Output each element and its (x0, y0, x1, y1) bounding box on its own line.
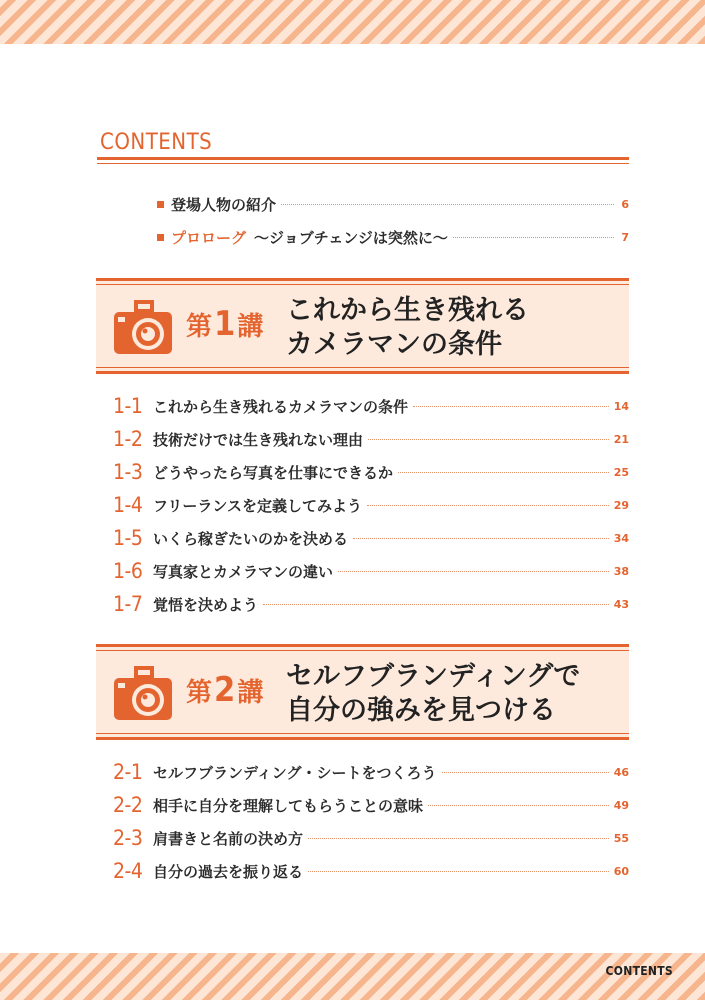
intro-title: プロローグ (171, 228, 247, 247)
section-number: 1-1 (113, 394, 143, 418)
section-number: 1-4 (113, 493, 143, 517)
chapter-prefix: 第 (186, 312, 213, 342)
toc-section-row[interactable] (113, 823, 629, 853)
page-number: 46 (613, 765, 629, 779)
toc-section-row[interactable] (113, 424, 629, 454)
toc-section-row[interactable] (113, 790, 629, 820)
chapter-prefix: 第 (186, 678, 213, 708)
page-number: 25 (613, 465, 629, 479)
bottom-stripe-border (0, 953, 705, 1000)
dot-leader (428, 805, 609, 806)
chapter-title-line: カメラマンの条件 (286, 329, 502, 360)
page-number: 14 (613, 399, 629, 413)
dot-leader (308, 871, 609, 872)
chapter-suffix: 講 (237, 678, 264, 708)
chapter-1-top-rule (96, 278, 629, 281)
dot-leader (453, 237, 614, 238)
square-bullet-icon (157, 234, 164, 241)
dot-leader (353, 538, 609, 539)
section-number: 1-6 (113, 559, 143, 583)
section-title: セルフブランディング・シートをつくろう (153, 763, 437, 782)
toc-section-row[interactable] (113, 391, 629, 421)
section-title: どうやったら写真を仕事にできるか (153, 463, 394, 482)
chapter-title-line: 自分の強みを見つける (286, 695, 556, 726)
page-title: CONTENTS (100, 130, 213, 155)
section-title: 自分の過去を振り返る (153, 862, 304, 881)
dot-leader (442, 772, 609, 773)
section-number: 1-2 (113, 427, 143, 451)
dot-leader (308, 838, 609, 839)
page-number: 21 (613, 432, 629, 446)
chapter-1-top-rule-thin (96, 284, 629, 285)
chapter-2-top-rule (96, 644, 629, 647)
top-stripe-border (0, 0, 705, 44)
page-number: 7 (621, 230, 629, 244)
page-number: 6 (621, 197, 629, 211)
page-number: 38 (613, 564, 629, 578)
title-rule (97, 157, 629, 160)
dot-leader (413, 406, 609, 407)
section-number: 1-7 (113, 592, 143, 616)
section-title: 写真家とカメラマンの違い (153, 562, 334, 581)
page-number: 34 (613, 531, 629, 545)
toc-section-row[interactable] (113, 490, 629, 520)
toc-section-row[interactable] (113, 556, 629, 586)
page-number: 43 (613, 597, 629, 611)
chapter-title-line: これから生き残れる (286, 295, 529, 326)
section-number: 1-5 (113, 526, 143, 550)
dot-leader (281, 204, 614, 205)
chapter-2-title (286, 660, 616, 728)
chapter-2-top-rule-thin (96, 650, 629, 651)
camera-icon (110, 664, 176, 724)
footer-label: CONTENTS (605, 964, 673, 978)
section-number: 2-4 (113, 859, 143, 883)
section-number: 2-2 (113, 793, 143, 817)
section-number: 2-3 (113, 826, 143, 850)
toc-section-row[interactable] (113, 457, 629, 487)
section-title: これから生き残れるカメラマンの条件 (153, 397, 409, 416)
section-title: フリーランスを定義してみよう (153, 496, 362, 515)
dot-leader (398, 472, 609, 473)
chapter-title-line: セルフブランディングで (286, 661, 581, 692)
toc-intro-item[interactable] (157, 224, 629, 250)
section-title: 相手に自分を理解してもらうことの意味 (153, 796, 424, 815)
page-number: 55 (613, 831, 629, 845)
dot-leader (338, 571, 609, 572)
dot-leader (367, 505, 609, 506)
chapter-suffix: 講 (237, 312, 264, 342)
camera-icon (110, 298, 176, 358)
chapter-number: 2 (214, 670, 236, 710)
section-title: いくら稼ぎたいのかを決める (153, 529, 349, 548)
title-rule-thin (97, 163, 629, 164)
chapter-1-title (286, 294, 616, 362)
chapter-number: 1 (214, 304, 236, 344)
page-number: 49 (613, 798, 629, 812)
intro-subtitle: 〜ジョブチェンジは突然に〜 (254, 228, 448, 247)
toc-section-row[interactable] (113, 757, 629, 787)
toc-section-row[interactable] (113, 523, 629, 553)
page-number: 29 (613, 498, 629, 512)
section-number: 2-1 (113, 760, 143, 784)
chapter-2-bottom-rule-thin (96, 733, 629, 734)
page-number: 60 (613, 864, 629, 878)
toc-section-row[interactable] (113, 589, 629, 619)
section-number: 1-3 (113, 460, 143, 484)
toc-intro-item[interactable] (157, 191, 629, 217)
chapter-2-bottom-rule (96, 737, 629, 740)
dot-leader (263, 604, 609, 605)
chapter-1-bottom-rule (96, 371, 629, 374)
chapter-1-label (186, 304, 263, 344)
section-title: 技術だけでは生き残れない理由 (153, 430, 364, 449)
section-title: 肩書きと名前の決め方 (153, 829, 304, 848)
dot-leader (368, 439, 609, 440)
chapter-1-bottom-rule-thin (96, 367, 629, 368)
chapter-2-label (186, 670, 263, 710)
toc-section-row[interactable] (113, 856, 629, 886)
square-bullet-icon (157, 201, 164, 208)
section-title: 覚悟を決めよう (153, 595, 259, 614)
intro-title: 登場人物の紹介 (171, 195, 277, 214)
